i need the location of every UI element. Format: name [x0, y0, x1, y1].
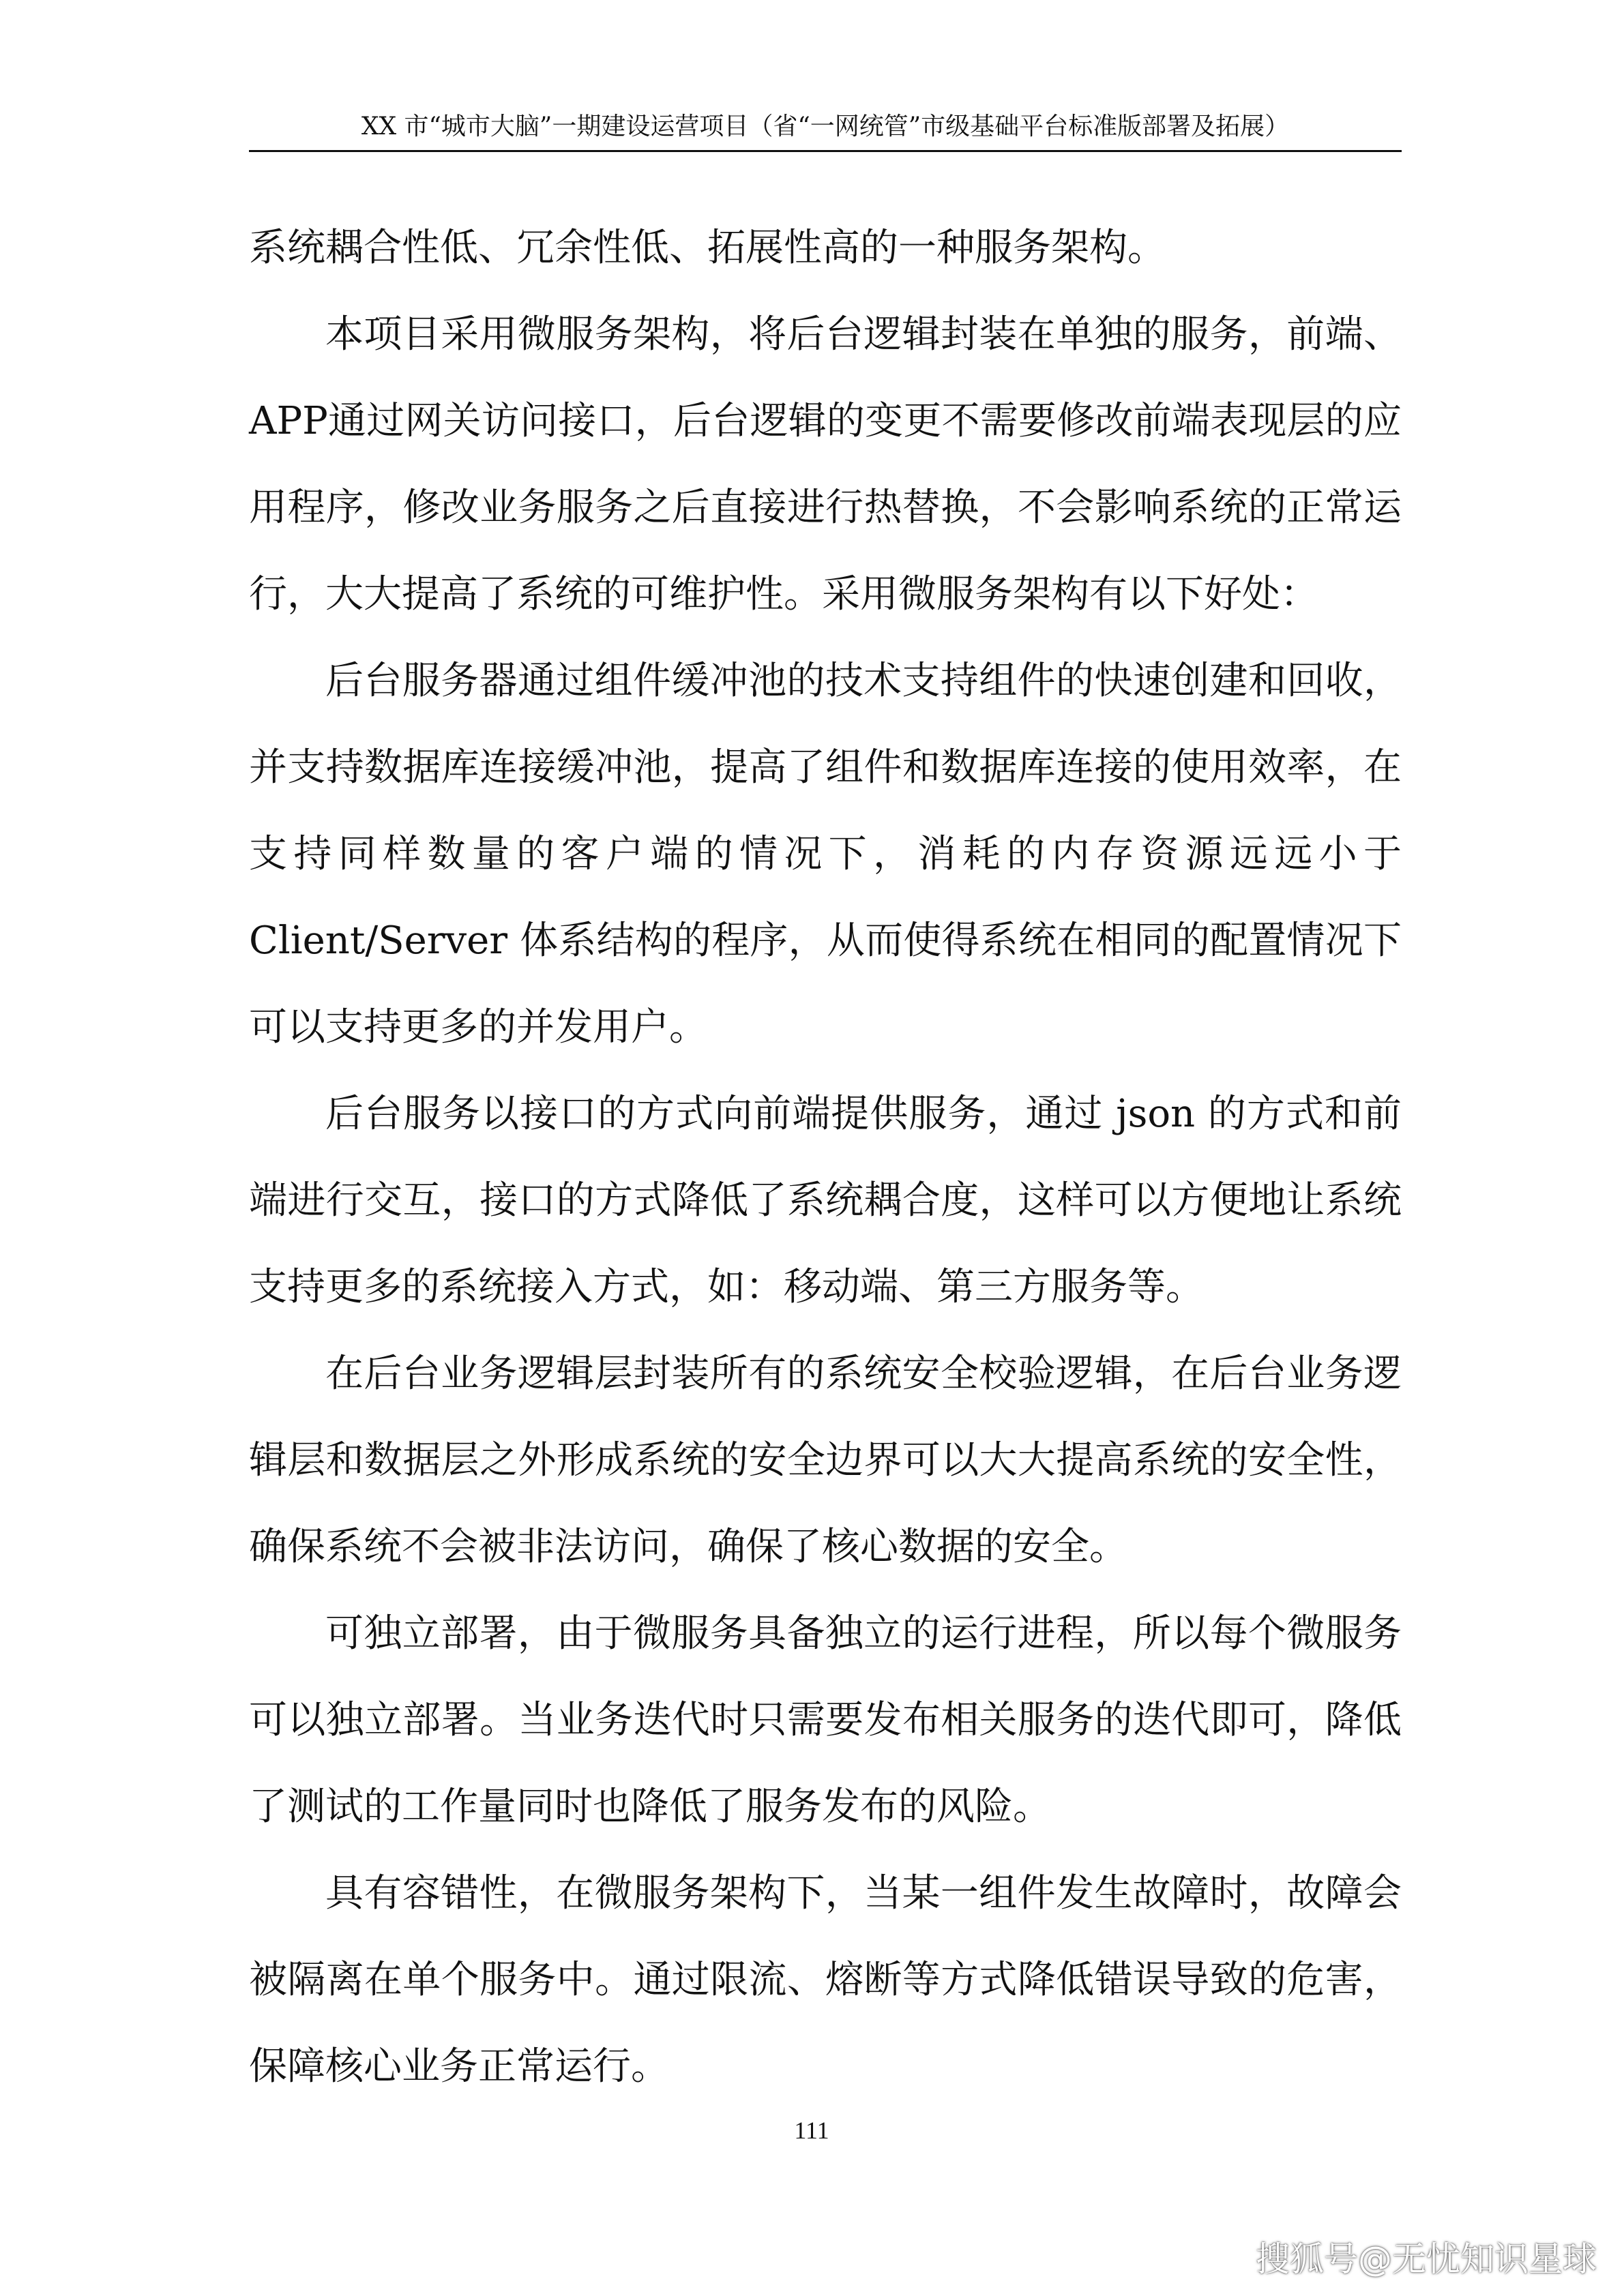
paragraph-4: 后台服务以接口的方式向前端提供服务，通过 json 的方式和前端进行交互，接口的方式降低了系统耦合度，这样可以方便地让系统支持更多的系统接入方式，如：移动端、第三方服务等。	[249, 1092, 1402, 1309]
body-text	[249, 205, 1402, 2110]
paragraph-1: 系统耦合性低、冗余性低、拓展性高的一种服务架构。	[249, 226, 1166, 270]
paragraph-6: 可独立部署，由于微服务具备独立的运行进程，所以每个微服务可以独立部署。当业务迭代时只需要发布相关服务的迭代即可，降低了测试的工作量同时也降低了服务发布的风险。	[249, 1611, 1402, 1829]
page-number: 111	[794, 2117, 829, 2144]
watermark-text: 搜狐号@无忧知识星球	[1256, 2239, 1597, 2279]
header-rule	[249, 150, 1402, 152]
paragraph-3: 后台服务器通过组件缓冲池的技术支持组件的快速创建和回收，并支持数据库连接缓冲池，提高了组件和数据库连接的使用效率，在支持同样数量的客户端的情况下，消耗的内存资源远远小于 Client/Server 体系结构的程序，从而使得系统在相同的配置情况下可以支持更多的并发用户。	[249, 659, 1402, 1049]
running-header: XX 市“城市大脑”一期建设运营项目（省“一网统管”市级基础平台标准版部署及拓展）	[361, 113, 1290, 140]
paragraph-2: 本项目采用微服务架构，将后台逻辑封装在单独的服务，前端、APP通过网关访问接口，后台逻辑的变更不需要修改前端表现层的应用程序，修改业务服务之后直接进行热替换，不会影响系统的正常运行，大大提高了系统的可维护性。采用微服务架构有以下好处：	[249, 312, 1402, 616]
paragraph-5: 在后台业务逻辑层封装所有的系统安全校验逻辑，在后台业务逻辑层和数据层之外形成系统的安全边界可以大大提高系统的安全性，确保系统不会被非法访问，确保了核心数据的安全。	[249, 1352, 1402, 1569]
paragraph-7: 具有容错性，在微服务架构下，当某一组件发生故障时，故障会被隔离在单个服务中。通过限流、熔断等方式降低错误导致的危害，保障核心业务正常运行。	[249, 1871, 1402, 2089]
